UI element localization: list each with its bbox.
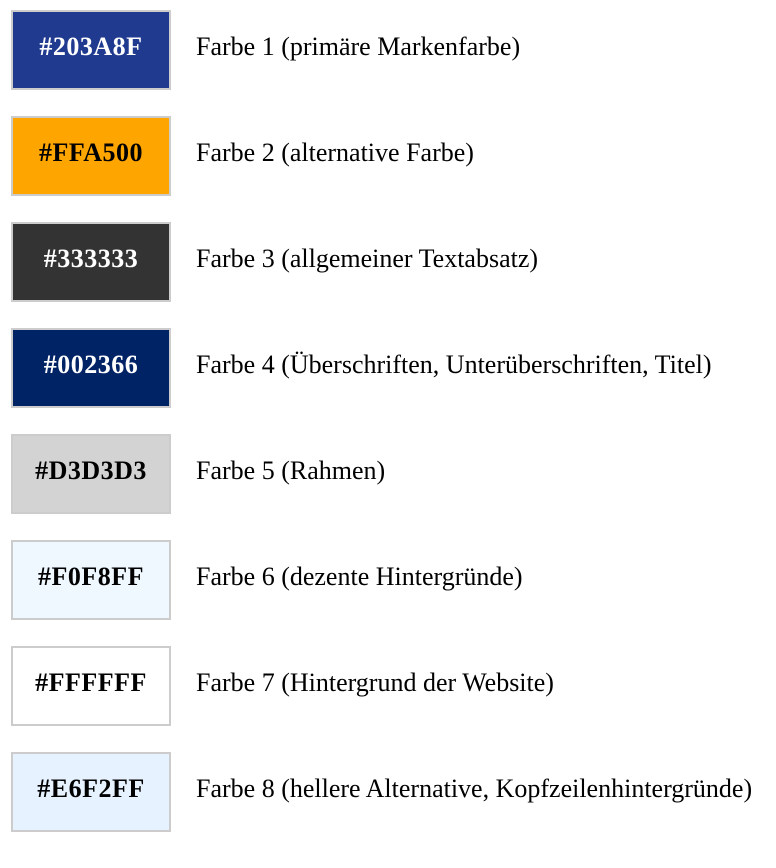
swatch-hex-code: #D3D3D3 <box>35 456 147 485</box>
swatch-hex-code: #203A8F <box>39 32 143 61</box>
color-swatch-5 <box>11 434 171 514</box>
swatch-hex-code: #002366 <box>43 350 139 379</box>
color-swatch-4 <box>11 328 171 408</box>
swatch-description: Farbe 3 (allgemeiner Textabsatz) <box>196 244 539 274</box>
palette-row-6 <box>11 540 776 620</box>
palette-row-1 <box>11 10 776 90</box>
color-swatch-7 <box>11 646 171 726</box>
swatch-hex-code: #333333 <box>43 244 139 273</box>
color-swatch-1 <box>11 10 171 90</box>
swatch-description: Farbe 8 (hellere Alternative, Kopfzeilenhintergründe) <box>196 774 753 804</box>
swatch-description: Farbe 7 (Hintergrund der Website) <box>196 668 554 698</box>
swatch-description: Farbe 6 (dezente Hintergründe) <box>196 562 523 592</box>
swatch-hex-code: #FFA500 <box>38 138 144 167</box>
swatch-description: Farbe 2 (alternative Farbe) <box>196 138 474 168</box>
color-swatch-3 <box>11 222 171 302</box>
palette-row-4 <box>11 328 776 408</box>
palette-row-8 <box>11 752 776 832</box>
swatch-hex-code: #E6F2FF <box>37 774 145 803</box>
swatch-description: Farbe 5 (Rahmen) <box>196 456 386 486</box>
palette-row-7 <box>11 646 776 726</box>
palette-row-2 <box>11 116 776 196</box>
swatch-hex-code: #FFFFFF <box>35 668 147 697</box>
color-swatch-2 <box>11 116 171 196</box>
color-swatch-6 <box>11 540 171 620</box>
swatch-description: Farbe 1 (primäre Markenfarbe) <box>196 32 521 62</box>
palette-row-5 <box>11 434 776 514</box>
color-swatch-8 <box>11 752 171 832</box>
swatch-hex-code: #F0F8FF <box>37 562 145 591</box>
swatch-description: Farbe 4 (Überschriften, Unterüberschriften, Titel) <box>196 350 712 380</box>
palette-row-3 <box>11 222 776 302</box>
